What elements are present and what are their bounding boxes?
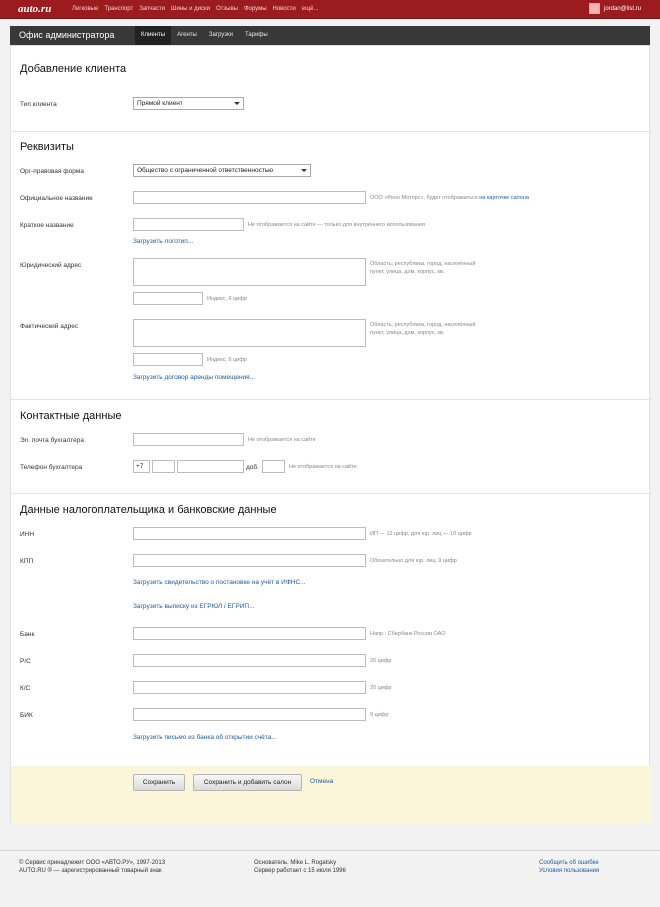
- tab-clients[interactable]: Клиенты: [135, 26, 171, 45]
- top-nav: [72, 6, 318, 12]
- org-form-value: Общество с ограниченной ответственностью: [137, 167, 274, 174]
- footer-copyright: [19, 859, 165, 875]
- phone-country-code[interactable]: +7: [133, 460, 150, 473]
- legal-address-textarea[interactable]: [133, 258, 366, 286]
- admin-subnav: [10, 26, 650, 45]
- client-form-panel: [10, 45, 650, 823]
- address-hint-line: Область, республика, город, населённый: [370, 261, 476, 267]
- official-name-hint-text: ООО «Рено Моторс», будет отображаться: [370, 195, 478, 201]
- legal-address-label: Юридический адрес: [20, 262, 82, 269]
- bank-input[interactable]: [133, 627, 366, 640]
- bik-input[interactable]: [133, 708, 366, 721]
- accountant-email-hint: Не отображается на сайте: [248, 437, 316, 443]
- save-add-salon-button[interactable]: Сохранить и добавить салон: [193, 774, 302, 791]
- actual-address-label: Фактический адрес: [20, 323, 79, 330]
- top-nav-news[interactable]: Новости: [272, 6, 296, 12]
- form-actions: [11, 766, 651, 824]
- top-nav-reviews[interactable]: Отзывы: [215, 6, 238, 12]
- section-divider: [11, 493, 651, 494]
- ks-hint: 20 цифр: [370, 685, 392, 691]
- ks-label: К/С: [20, 685, 31, 692]
- top-nav-cars[interactable]: Легковые: [72, 6, 99, 12]
- bank-hint: Напр.: Сбербанк России ОАО: [370, 631, 446, 637]
- section-divider: [11, 399, 651, 400]
- top-nav-tires[interactable]: Шины и диски: [170, 6, 210, 12]
- admin-tabs: [135, 26, 274, 45]
- top-nav-more[interactable]: ещё...: [301, 6, 319, 12]
- top-nav-parts[interactable]: Запчасти: [139, 6, 165, 12]
- upload-egrul-link[interactable]: Загрузить выписку из ЕГРЮЛ / ЕГРИП...: [133, 603, 255, 610]
- phone-number-input[interactable]: [177, 460, 244, 473]
- actual-address-textarea[interactable]: [133, 319, 366, 347]
- rs-label: Р/С: [20, 658, 31, 665]
- page-footer: [0, 850, 660, 907]
- requisites-title: Реквизиты: [20, 141, 74, 153]
- short-name-hint: Не отображается на сайте — только для внутреннего использования: [248, 222, 425, 228]
- accountant-phone-label: Телефон бухгалтера: [20, 464, 83, 471]
- tab-uploads[interactable]: Загрузки: [208, 32, 233, 38]
- org-form-label: Орг-правовая форма: [20, 168, 84, 175]
- legal-zip-input[interactable]: [133, 292, 203, 305]
- section-divider: [11, 131, 651, 132]
- bik-label: БИК: [20, 712, 33, 719]
- phone-area-code-input[interactable]: [152, 460, 175, 473]
- salon-card-link[interactable]: на карточке салона: [479, 195, 529, 201]
- upload-bank-letter-link[interactable]: Загрузить письмо из банка об открытии счёта...: [133, 734, 277, 741]
- add-client-title: Добавление клиента: [20, 63, 127, 75]
- tab-agents[interactable]: Агенты: [177, 32, 197, 38]
- trademark-line: AUTO.RU ® — зарегистрированный товарный знак: [19, 868, 162, 874]
- site-logo[interactable]: auto.ru: [18, 3, 52, 15]
- admin-office-title: Офис администратора: [19, 30, 115, 40]
- bik-hint: 9 цифр: [370, 712, 389, 718]
- cancel-link[interactable]: Отмена: [310, 778, 334, 785]
- kpp-input[interactable]: [133, 554, 366, 567]
- official-name-label: Официальное название: [20, 195, 93, 202]
- address-hint-line: пункт, улица, дом, корпус, кв.: [370, 329, 445, 336]
- upload-logo-link[interactable]: Загрузить логотип...: [133, 238, 194, 245]
- short-name-label: Краткое название: [20, 222, 74, 229]
- official-name-input[interactable]: [133, 191, 366, 204]
- kpp-label: КПП: [20, 558, 34, 565]
- rs-input[interactable]: [133, 654, 366, 667]
- save-button[interactable]: Сохранить: [133, 774, 185, 791]
- official-name-hint: [370, 195, 529, 203]
- copyright-line: © Сервис принадлежит ООО «АВТО.РУ», 1997-2013: [19, 860, 166, 866]
- actual-address-hint: [370, 322, 475, 337]
- founder-line: Основатель: Mike L. Rogalsky: [254, 860, 337, 866]
- bank-label: Банк: [20, 631, 35, 638]
- report-error-link[interactable]: Сообщить об ошибке: [539, 860, 599, 866]
- user-avatar[interactable]: [589, 3, 600, 14]
- top-bar: [0, 0, 660, 19]
- chevron-down-icon: [301, 169, 307, 172]
- inn-label: ИНН: [20, 531, 35, 538]
- tax-bank-title: Данные налогоплательщика и банковские данные: [20, 504, 277, 516]
- actual-zip-input[interactable]: [133, 353, 203, 366]
- ks-input[interactable]: [133, 681, 366, 694]
- top-nav-transport[interactable]: Транспорт: [104, 6, 134, 12]
- phone-ext-label: доб.: [246, 464, 259, 471]
- inn-hint: ИП — 12 цифр, для юр. лиц — 10 цифр: [370, 531, 472, 537]
- client-type-select[interactable]: [133, 97, 244, 110]
- accountant-phone-hint: Не отображается на сайте: [289, 464, 357, 470]
- user-email[interactable]: jordan@list.ru: [604, 6, 642, 12]
- accountant-email-input[interactable]: [133, 433, 244, 446]
- accountant-email-label: Эл. почта бухгалтера: [20, 437, 85, 444]
- address-hint-line: пункт, улица, дом, корпус, кв.: [370, 268, 445, 275]
- contacts-title: Контактные данные: [20, 410, 122, 422]
- top-nav-forums[interactable]: Форумы: [243, 6, 267, 12]
- actual-zip-hint: Индекс, 6 цифр: [207, 357, 247, 363]
- phone-ext-input[interactable]: [262, 460, 285, 473]
- inn-input[interactable]: [133, 527, 366, 540]
- kpp-hint: Обязательно для юр. лиц, 9 цифр: [370, 558, 457, 564]
- chevron-down-icon: [234, 102, 240, 105]
- server-line: Сервер работает с 15 июля 1996: [254, 868, 346, 874]
- upload-tax-cert-link[interactable]: Загрузить свидетельство о постановке на учёт в ИФНС...: [133, 579, 306, 586]
- terms-link[interactable]: Условия пользования: [539, 868, 600, 874]
- tab-tariffs[interactable]: Тарифы: [245, 32, 268, 38]
- upload-lease-link[interactable]: Загрузить договор аренды помещения...: [133, 374, 256, 381]
- org-form-select[interactable]: [133, 164, 311, 177]
- address-hint-line: Область, республика, город, населённый: [370, 322, 476, 328]
- rs-hint: 20 цифр: [370, 658, 392, 664]
- legal-address-hint: [370, 261, 475, 276]
- footer-links: [539, 859, 599, 875]
- footer-founder: [254, 859, 346, 875]
- legal-zip-hint: Индекс, 6 цифр: [207, 296, 247, 302]
- client-type-label: Тип клиента: [20, 101, 57, 108]
- client-type-value: Прямой клиент: [137, 100, 183, 107]
- short-name-input[interactable]: [133, 218, 244, 231]
